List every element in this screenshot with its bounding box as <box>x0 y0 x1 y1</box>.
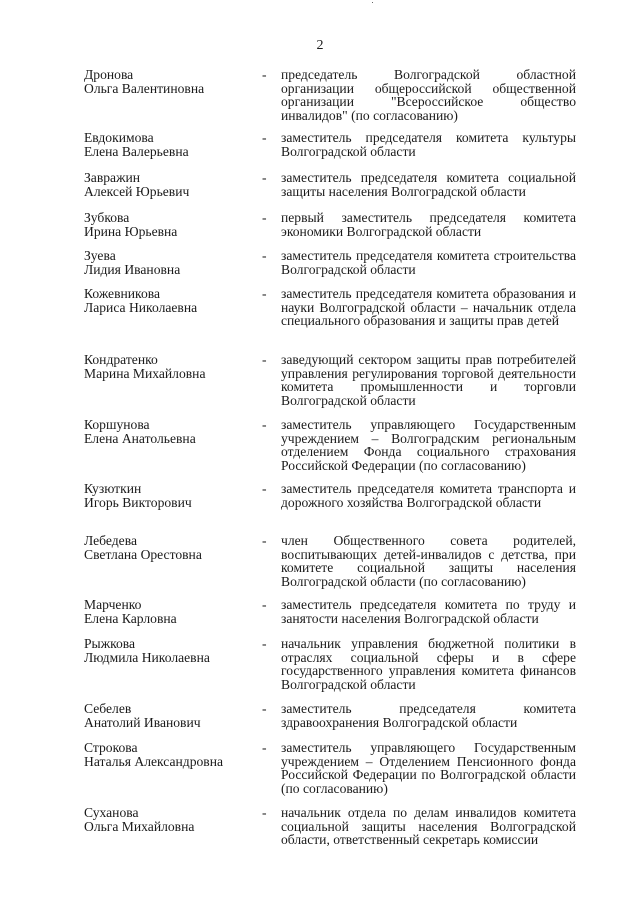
member-role: заместитель председателя комитета образования и науки Волгоградской области – начальник отдела специального образования и защиты прав детей <box>281 286 576 329</box>
member-role: заведующий сектором защиты прав потребителей управления регулирования торговой деятельности комитета промышленности и торговли Волгоградской области <box>281 352 576 408</box>
scan-speck <box>372 2 373 3</box>
member-name: Марченко Елена Карловна <box>84 597 177 626</box>
member-role: начальник управления бюджетной политики в отраслях социальной сферы и в сфере государственного управления комитета финансов Волгоградской области <box>281 636 576 692</box>
member-name: Дронова Ольга Валентиновна <box>84 67 205 96</box>
member-dash: - <box>262 417 267 432</box>
member-name: Зуева Лидия Ивановна <box>84 248 181 277</box>
member-name: Кожевникова Лариса Николаевна <box>84 286 198 315</box>
member-name: Рыжкова Людмила Николаевна <box>84 636 210 665</box>
member-role: начальник отдела по делам инвалидов комитета социальной защиты населения Волгоградской области, ответственный секретарь комиссии <box>281 805 576 848</box>
member-dash: - <box>262 636 267 651</box>
member-dash: - <box>262 597 267 612</box>
page-number: 2 <box>316 38 324 53</box>
member-name: Себелев Анатолий Иванович <box>84 701 201 730</box>
member-role: заместитель председателя комитета культуры Волгоградской области <box>281 130 576 159</box>
member-role: заместитель председателя комитета строительства Волгоградской области <box>281 248 576 277</box>
member-name: Строкова Наталья Александровна <box>84 740 224 769</box>
member-name: Кондратенко Марина Михайловна <box>84 352 206 381</box>
member-dash: - <box>262 352 267 367</box>
member-role: заместитель управляющего Государственным учреждением – Отделением Пенсионного фонда Российской Федерации по Волгоградской области (по согласованию) <box>281 740 576 796</box>
member-dash: - <box>262 481 267 496</box>
member-name: Коршунова Елена Анатольевна <box>84 417 196 446</box>
member-name: Завражин Алексей Юрьевич <box>84 170 190 199</box>
member-dash: - <box>262 248 267 263</box>
member-dash: - <box>262 67 267 82</box>
member-dash: - <box>262 130 267 145</box>
member-dash: - <box>262 286 267 301</box>
member-name: Зубкова Ирина Юрьевна <box>84 210 178 239</box>
member-role: заместитель управляющего Государственным учреждением – Волгоградским региональным отделением Фонда социального страхования Российской Федерации (по согласованию) <box>281 417 576 473</box>
member-dash: - <box>262 210 267 225</box>
member-dash: - <box>262 533 267 548</box>
member-role: заместитель председателя комитета по труду и занятости населения Волгоградской области <box>281 597 576 626</box>
member-name: Кузюткин Игорь Викторович <box>84 481 192 510</box>
member-name: Лебедева Светлана Орестовна <box>84 533 202 562</box>
member-role: заместитель председателя комитета транспорта и дорожного хозяйства Волгоградской области <box>281 481 576 510</box>
member-role: председатель Волгоградской областной организации общероссийской общественной организации "Всероссийское общество инвалидов" (по согласованию) <box>281 67 576 123</box>
member-role: заместитель председателя комитета социальной защиты населения Волгоградской области <box>281 170 576 199</box>
member-dash: - <box>262 740 267 755</box>
member-role: член Общественного совета родителей, воспитывающих детей-инвалидов с детства, при комитете социальной защиты населения Волгоградской области (по согласованию) <box>281 533 576 589</box>
member-dash: - <box>262 170 267 185</box>
member-dash: - <box>262 701 267 716</box>
member-dash: - <box>262 805 267 820</box>
member-name: Евдокимова Елена Валерьевна <box>84 130 189 159</box>
member-role: первый заместитель председателя комитета экономики Волгоградской области <box>281 210 576 239</box>
member-name: Суханова Ольга Михайловна <box>84 805 195 834</box>
member-role: заместитель председателя комитета здравоохранения Волгоградской области <box>281 701 576 730</box>
